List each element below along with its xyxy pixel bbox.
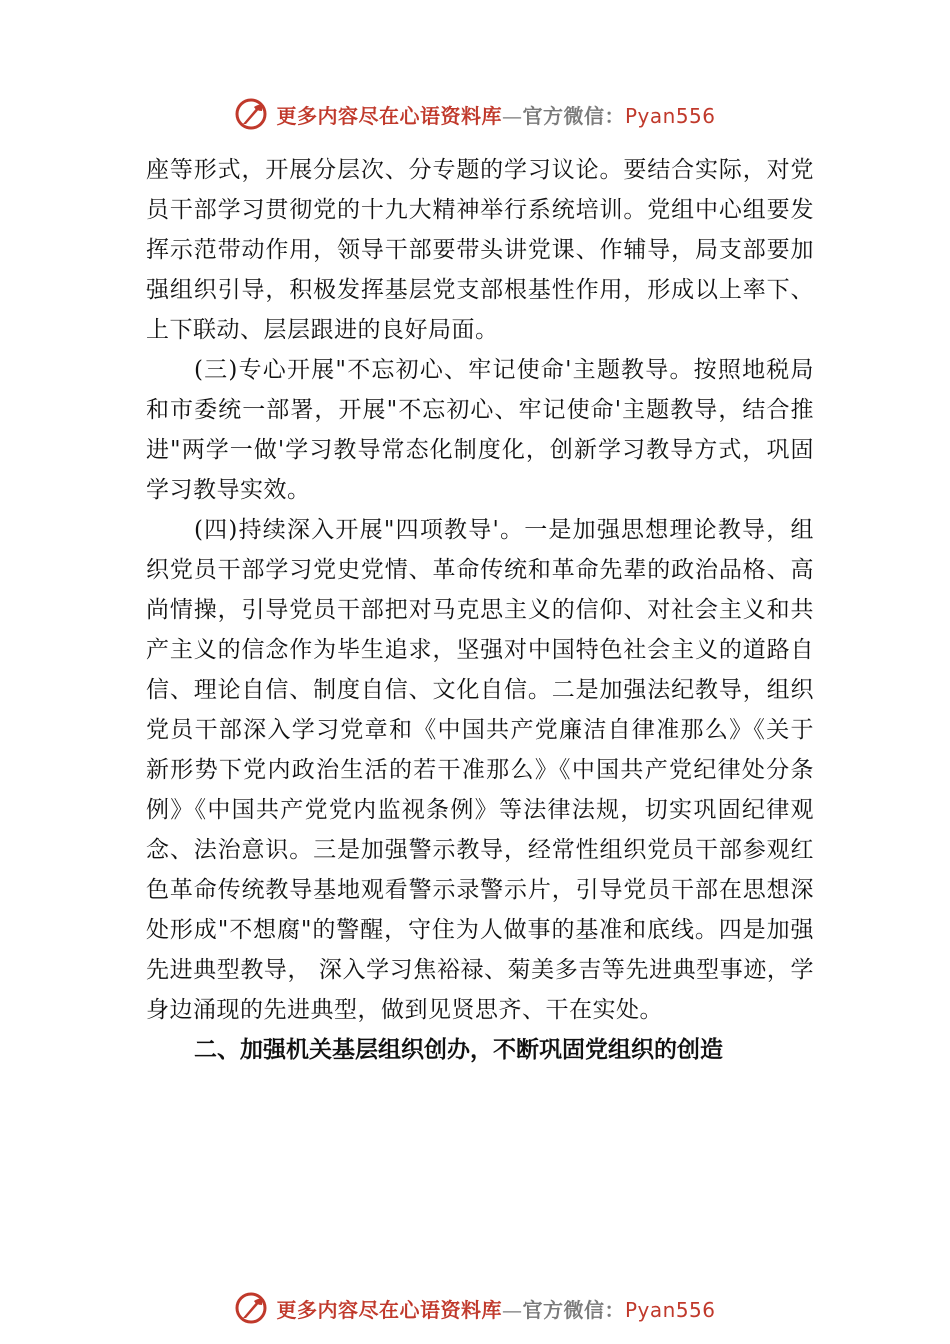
paragraph-continuation: 座等形式，开展分层次、分专题的学习议论。要结合实际，对党员干部学习贯彻党的十九大精神举行系统培训。党组中心组要发挥示范带动作用，领导干部要带头讲党课、作辅导，局支部要加强组织引导，积极发挥基层党支部根基性作用，形成以上率下、上下联动、层层跟进的良好局面。	[146, 157, 814, 343]
watermark-label: 官方微信：	[522, 103, 625, 128]
paragraph-section-four: (四)持续深入开展"四项教导'。一是加强思想理论教导，组织党员干部学习党史党情、革命传统和革命先辈的政治品格、高尚情操，引导党员干部把对马克思主义的信仰、对社会主义和共产主义的信念作为毕生追求，坚强对中国特色社会主义的道路自信、理论自信、制度自信、文化自信。二是加强法纪教导，组织党员干部深入学习党章和《中国共产党廉洁自律准那么》《关于新形势下党内政治生活的若干准那么》《中国共产党纪律处分条例》《中国共产党党内监视条例》等法律法规，切实巩固纪律观念、法治意识。三是加强警示教导，经常性组织党员干部参观红色革命传统教导基地观看警示录警示片，引导党员干部在思想深处形成"不想腐"的警醒，守住为人做事的基准和底线。四是加强先进典型教导， 深入学习焦裕禄、菊美多吉等先进典型事迹，学身边涌现的先进典型，做到见贤思齐、干在实处。	[146, 517, 814, 1023]
section-heading: 二、加强机关基层组织创办，不断巩固党组织的创造	[194, 1037, 723, 1063]
watermark-text	[276, 100, 715, 129]
watermark-separator: —	[501, 103, 523, 128]
footer-watermark	[0, 1288, 950, 1328]
watermark-brand: 更多内容尽在心语资料库	[276, 1297, 502, 1322]
watermark-separator: —	[501, 1297, 523, 1322]
feather-pen-logo-icon	[234, 1291, 268, 1325]
feather-pen-logo-icon	[234, 97, 268, 131]
document-body	[146, 150, 814, 1070]
watermark-text	[276, 1294, 715, 1323]
watermark-label: 官方微信：	[522, 1297, 625, 1322]
header-watermark	[0, 94, 950, 134]
watermark-account: Pyan556	[624, 1297, 716, 1322]
paragraph-section-three: (三)专心开展"不忘初心、牢记使命'主题教导。按照地税局和市委统一部署，开展"不忘初心、牢记使命'主题教导，结合推进"两学一做'学习教导常态化制度化，创新学习教导方式，巩固学习教导实效。	[146, 357, 814, 503]
watermark-account: Pyan556	[624, 103, 716, 128]
watermark-brand: 更多内容尽在心语资料库	[276, 103, 502, 128]
